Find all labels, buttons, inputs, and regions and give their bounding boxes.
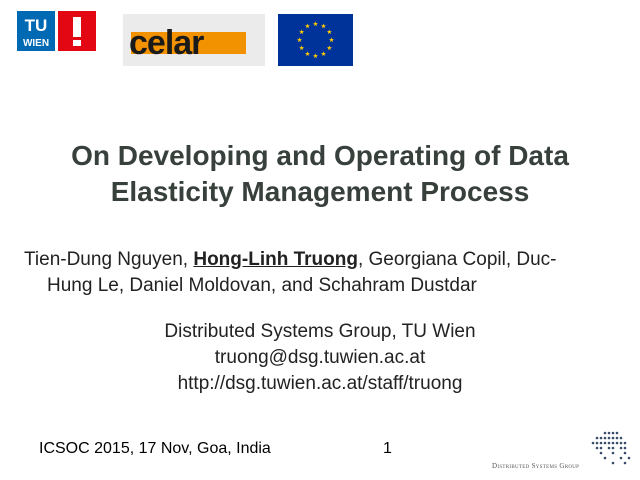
dsg-dot — [612, 452, 615, 455]
homepage-url: http://dsg.tuwien.ac.at/staff/truong — [177, 373, 463, 394]
dsg-dot — [592, 442, 595, 445]
dsg-dot — [624, 462, 627, 465]
dsg-dot — [612, 462, 615, 465]
dsg-dot — [604, 442, 607, 445]
dsg-dot — [608, 432, 611, 435]
dsg-dot — [596, 437, 599, 440]
authors-after: , Georgiana Copil, Duc- — [357, 249, 557, 270]
dsg-dot — [616, 442, 619, 445]
dsg-dot — [600, 442, 603, 445]
event-info: ICSOC 2015, 17 Nov, Goa, India — [39, 440, 271, 457]
page-number: 1 — [383, 440, 392, 457]
authors-line-2: Hung Le, Daniel Moldovan, and Schahram Dustdar — [47, 275, 477, 296]
celar-text: celar — [129, 24, 204, 62]
title-line-2: Elasticity Management Process — [110, 176, 530, 207]
wien-text: WIEN — [22, 38, 50, 49]
dsg-dot — [620, 442, 623, 445]
affiliation — [0, 319, 640, 397]
dsg-dot — [612, 442, 615, 445]
dsg-dot — [628, 457, 631, 460]
dsg-dot — [620, 447, 623, 450]
dsg-label: Distributed Systems Group — [492, 462, 580, 470]
celar-logo — [123, 14, 265, 66]
dsg-dot — [608, 437, 611, 440]
eu-flag-icon — [278, 14, 353, 66]
dsg-logo-icon — [583, 430, 633, 470]
dsg-dot — [608, 442, 611, 445]
dsg-dot — [596, 442, 599, 445]
dsg-dot — [612, 432, 615, 435]
dsg-dot — [620, 437, 623, 440]
dsg-dot — [612, 437, 615, 440]
slide-title — [0, 138, 640, 210]
author-list — [24, 247, 630, 299]
dsg-dot — [612, 447, 615, 450]
group-name: Distributed Systems Group, TU Wien — [164, 321, 476, 342]
dsg-dot — [620, 457, 623, 460]
dsg-dot — [616, 437, 619, 440]
dsg-dot — [616, 432, 619, 435]
authors-before: Tien-Dung Nguyen, — [24, 249, 194, 270]
tu-text: TU — [24, 16, 48, 35]
dsg-dot — [604, 437, 607, 440]
dsg-dot — [608, 447, 611, 450]
dsg-dot — [604, 432, 607, 435]
dsg-dot — [600, 447, 603, 450]
title-line-1: On Developing and Operating of Data — [71, 140, 569, 171]
dsg-dot — [604, 457, 607, 460]
dsg-dot — [596, 447, 599, 450]
dsg-dot — [600, 437, 603, 440]
dsg-dot — [600, 452, 603, 455]
presenting-author: Hong-Linh Truong — [193, 249, 358, 270]
dsg-dot — [624, 442, 627, 445]
tu-wien-logo — [17, 11, 96, 51]
dsg-dot — [624, 452, 627, 455]
dsg-dot — [624, 447, 627, 450]
email: truong@dsg.tuwien.ac.at — [214, 347, 426, 368]
